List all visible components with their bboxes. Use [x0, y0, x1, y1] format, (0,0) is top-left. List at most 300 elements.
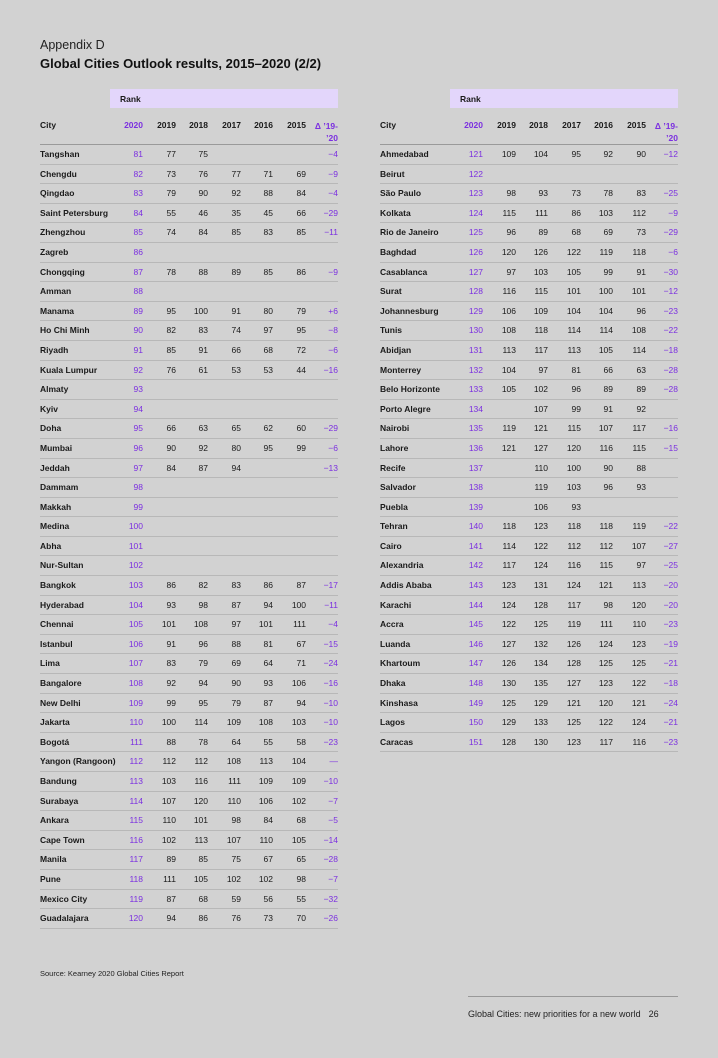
city-name: Guadalajara [40, 913, 89, 924]
rank-2017: 125 [566, 717, 581, 728]
rank-2016: 125 [598, 658, 613, 669]
rank-2019: 96 [506, 227, 516, 238]
rank-2016: 105 [598, 344, 613, 355]
table-row [380, 635, 678, 655]
page-title: Global Cities Outlook results, 2015–2020 (2/2) [40, 56, 322, 71]
rank-2015: 89 [636, 384, 646, 395]
rank-delta: −22 [663, 325, 678, 336]
rank-2016: 94 [263, 599, 273, 610]
rank-2015: 106 [291, 678, 306, 689]
table-row [380, 674, 678, 694]
table-row [40, 909, 338, 929]
rank-2017: 119 [567, 619, 581, 630]
rank-2019: 85 [166, 344, 176, 355]
rank-2020: 93 [133, 384, 143, 395]
col-2018: 2018 [529, 120, 548, 130]
rank-2019: 91 [166, 638, 176, 649]
rank-2020: 131 [468, 344, 483, 355]
city-name: Mexico City [40, 893, 88, 904]
rank-delta: −15 [323, 638, 338, 649]
results-table-left [40, 89, 338, 929]
table-row [40, 380, 338, 400]
rank-2017: 110 [227, 795, 241, 806]
rank-2015: 84 [296, 188, 306, 199]
rank-delta: −29 [663, 227, 678, 238]
rank-2017: 86 [571, 207, 581, 218]
city-name: Caracas [380, 736, 414, 747]
rank-2020: 89 [133, 305, 143, 316]
table-row [40, 165, 338, 185]
city-name: Dhaka [380, 678, 406, 689]
rank-2018: 121 [533, 423, 548, 434]
table-row [40, 223, 338, 243]
rank-2015: 121 [631, 697, 646, 708]
rank-2016: 97 [263, 325, 273, 336]
rank-2020: 118 [129, 873, 143, 884]
table-row [380, 400, 678, 420]
city-name: Nairobi [380, 423, 410, 434]
rank-2016: 98 [603, 599, 613, 610]
rank-2019: 122 [501, 619, 516, 630]
rank-2017: 99 [571, 403, 581, 414]
rank-2019: 74 [166, 227, 176, 238]
table-row [40, 459, 338, 479]
rank-delta: −11 [324, 599, 338, 610]
rank-delta: −4 [328, 188, 338, 199]
rank-2016: 71 [263, 168, 273, 179]
table-row [380, 478, 678, 498]
rank-2017: 75 [231, 854, 241, 865]
rank-2015: 120 [631, 599, 646, 610]
rank-2016: 109 [258, 776, 273, 786]
rank-2015: 63 [636, 364, 646, 375]
city-name: Baghdad [380, 246, 417, 257]
rank-2016: 55 [263, 736, 273, 747]
table-row [40, 204, 338, 224]
rank-2020: 151 [468, 736, 483, 747]
city-name: Cape Town [40, 834, 85, 845]
rank-2020: 83 [133, 188, 143, 199]
city-name: Kolkata [380, 207, 411, 218]
page-footer [468, 1009, 659, 1019]
rank-2017: 122 [566, 246, 581, 257]
rank-2020: 148 [468, 678, 483, 689]
table-row [380, 439, 678, 459]
rank-delta: −23 [663, 305, 678, 316]
table-row [40, 263, 338, 283]
rank-2019: 128 [501, 736, 516, 747]
rank-delta: −5 [328, 815, 338, 826]
rank-header-band [40, 89, 338, 108]
rank-2015: 73 [636, 227, 646, 238]
rank-2015: 124 [631, 717, 646, 728]
rank-2015: 96 [636, 305, 646, 316]
rank-2019: 109 [501, 149, 516, 159]
rank-2017: 88 [231, 638, 241, 649]
table-row [40, 752, 338, 772]
rank-2016: 78 [603, 188, 613, 199]
rank-2020: 117 [129, 854, 143, 865]
col-2019: 2019 [157, 120, 176, 130]
table-row [380, 361, 678, 381]
rank-delta: — [329, 756, 338, 767]
rank-2018: 78 [198, 736, 208, 747]
rank-2016: 69 [603, 227, 613, 238]
rank-2016: 68 [263, 344, 273, 355]
table-row [380, 517, 678, 537]
table-row [40, 302, 338, 322]
rank-2019: 77 [166, 149, 176, 159]
rank-2016: 45 [263, 207, 273, 218]
rank-2015: 70 [296, 913, 306, 924]
rank-2016: 114 [599, 325, 613, 336]
table-row [40, 850, 338, 870]
table-row [40, 243, 338, 263]
rank-2017: 80 [231, 442, 241, 453]
rank-2015: 93 [636, 482, 646, 493]
table-row [40, 341, 338, 361]
rank-2020: 114 [129, 795, 143, 806]
table-row [380, 576, 678, 596]
rank-2015: 113 [632, 580, 646, 591]
rank-2018: 101 [193, 815, 208, 826]
rank-2019: 108 [501, 325, 516, 336]
rank-2016: 93 [263, 678, 273, 689]
rank-2017: 120 [566, 442, 581, 453]
rank-2020: 122 [468, 168, 483, 179]
city-name: Dammam [40, 482, 79, 493]
city-name: Manama [40, 305, 75, 316]
rank-2016: 80 [263, 305, 273, 316]
rank-2018: 103 [533, 266, 548, 277]
rank-2015: 111 [293, 619, 306, 630]
city-name: Salvador [380, 482, 416, 493]
rank-delta: −12 [663, 286, 678, 297]
rank-delta: −11 [324, 227, 338, 238]
city-name: Manila [40, 854, 67, 865]
rank-2020: 81 [133, 149, 143, 159]
rank-2020: 109 [128, 697, 143, 708]
table-row [40, 419, 338, 439]
rank-delta: −17 [323, 580, 338, 591]
rank-2016: 113 [259, 756, 273, 767]
table-row [40, 674, 338, 694]
rank-2018: 129 [533, 697, 548, 708]
rank-2020: 143 [468, 580, 483, 591]
rank-2015: 66 [296, 207, 306, 218]
city-name: Khartoum [380, 658, 421, 669]
rank-2015: 123 [631, 638, 646, 649]
rank-2017: 117 [567, 599, 581, 610]
rank-delta: −6 [328, 344, 338, 355]
city-name: Lagos [380, 717, 406, 728]
col-delta: Δ ’19- ’20 [654, 121, 678, 143]
rank-2020: 136 [468, 442, 483, 453]
rank-2016: 95 [263, 442, 273, 453]
rank-2017: 79 [231, 697, 241, 708]
rank-2015: 65 [296, 854, 306, 865]
rank-2019: 89 [166, 854, 176, 865]
rank-2015: 125 [631, 658, 646, 669]
rank-delta: −15 [663, 442, 678, 453]
rank-2018: 90 [198, 188, 208, 199]
rank-delta: −23 [323, 736, 338, 747]
rank-delta: −10 [323, 717, 338, 728]
rank-2020: 149 [468, 697, 483, 708]
rank-2015: 117 [632, 423, 646, 434]
city-name: Doha [40, 423, 62, 434]
rank-2015: 97 [636, 560, 646, 571]
city-name: Surat [380, 286, 402, 297]
col-2015: 2015 [627, 120, 646, 130]
rank-delta: −23 [663, 736, 678, 747]
city-name: Bandung [40, 776, 77, 786]
city-name: Pune [40, 873, 61, 884]
rank-2017: 108 [226, 756, 241, 767]
rank-delta: −21 [663, 717, 678, 728]
rank-2019: 106 [501, 305, 516, 316]
city-name: Jakarta [40, 717, 70, 728]
rank-2017: 66 [231, 344, 241, 355]
rank-2016: 124 [598, 638, 613, 649]
rank-2020: 128 [468, 286, 483, 297]
rank-2016: 96 [603, 482, 613, 493]
rank-2020: 100 [128, 521, 143, 532]
rank-delta: −9 [328, 266, 338, 277]
rank-delta: −18 [663, 678, 678, 689]
rank-2016: 115 [599, 560, 613, 571]
city-name: Cairo [380, 540, 402, 551]
city-name: Almaty [40, 384, 69, 395]
city-name: Mumbai [40, 442, 73, 453]
city-name: Kinshasa [380, 697, 418, 708]
rank-2020: 141 [468, 540, 483, 551]
rank-delta: −12 [663, 149, 678, 159]
rank-2018: 123 [533, 521, 548, 532]
rank-label: Rank [120, 94, 141, 104]
rank-2017: 95 [571, 149, 581, 159]
rank-2019: 110 [162, 815, 176, 826]
rank-2018: 61 [198, 364, 208, 375]
city-name: Ho Chi Minh [40, 325, 90, 336]
rank-2017: 77 [231, 168, 241, 179]
rank-2018: 97 [538, 364, 548, 375]
city-name: Alexandria [380, 560, 424, 571]
city-name: Kuala Lumpur [40, 364, 98, 375]
rank-2019: 86 [166, 580, 176, 591]
city-name: Puebla [380, 501, 408, 512]
rank-2018: 91 [198, 344, 208, 355]
rank-2016: 106 [258, 795, 273, 806]
rank-2015: 55 [296, 893, 306, 904]
city-name: Porto Alegre [380, 403, 431, 414]
rank-2019: 116 [502, 286, 516, 297]
rank-2016: 89 [603, 384, 613, 395]
city-name: New Delhi [40, 697, 81, 708]
table-row [380, 282, 678, 302]
rank-2017: 90 [231, 678, 241, 689]
rank-2015: 44 [296, 364, 306, 375]
rank-2020: 101 [128, 540, 143, 551]
rank-2015: 83 [636, 188, 646, 199]
rank-2016: 119 [599, 246, 613, 257]
rank-2016: 108 [258, 717, 273, 728]
city-name: Zhengzhou [40, 227, 86, 238]
city-name: Zagreb [40, 246, 69, 257]
rank-delta: +6 [328, 305, 338, 316]
rank-2017: 59 [231, 893, 241, 904]
rank-2020: 99 [133, 501, 143, 512]
rank-2020: 88 [133, 286, 143, 297]
city-name: Chongqing [40, 266, 85, 277]
rank-2020: 119 [129, 893, 143, 904]
rank-2017: 103 [566, 482, 581, 493]
col-city: City [40, 120, 57, 130]
rank-2019: 129 [501, 717, 516, 728]
table-row [40, 517, 338, 537]
rank-2017: 65 [231, 423, 241, 434]
table-row [40, 831, 338, 851]
col-2020: 2020 [464, 120, 483, 130]
rank-2016: 66 [603, 364, 613, 375]
rank-2018: 125 [533, 619, 548, 630]
table-row [40, 576, 338, 596]
rank-2017: 109 [226, 717, 241, 728]
rank-2019: 120 [501, 246, 516, 257]
footer-divider [468, 996, 678, 997]
city-name: Medina [40, 521, 70, 532]
table-row [40, 890, 338, 910]
rank-2017: 112 [567, 540, 581, 551]
rank-2017: 98 [231, 815, 241, 826]
city-name: Yangon (Rangoon) [40, 756, 116, 767]
rank-2018: 102 [533, 384, 548, 395]
rank-2016: 118 [599, 521, 613, 532]
rank-2015: 90 [636, 149, 646, 159]
rank-2020: 120 [128, 913, 143, 924]
rank-2016: 123 [598, 678, 613, 689]
rank-2016: 92 [603, 149, 613, 159]
rank-delta: −23 [663, 619, 678, 630]
rank-2020: 106 [128, 638, 143, 649]
city-name: Accra [380, 619, 404, 630]
rank-2017: 114 [567, 325, 581, 336]
rank-2016: 102 [258, 873, 273, 884]
rank-2016: 107 [598, 423, 613, 434]
rank-2018: 96 [198, 638, 208, 649]
rank-2015: 95 [296, 325, 306, 336]
city-name: Abidjan [380, 344, 412, 355]
rank-2017: 124 [566, 580, 581, 591]
rank-2020: 144 [468, 599, 483, 610]
table-row [380, 419, 678, 439]
table-row [40, 400, 338, 420]
rank-2016: 81 [263, 638, 273, 649]
rank-2019: 121 [501, 442, 516, 453]
rank-2015: 94 [296, 697, 306, 708]
rank-2017: 127 [566, 678, 581, 689]
rank-2019: 84 [166, 462, 176, 473]
rank-2020: 145 [468, 619, 483, 630]
rank-2019: 73 [166, 168, 176, 179]
rank-2020: 102 [128, 560, 143, 571]
rank-2018: 84 [198, 227, 208, 238]
rank-2016: 122 [598, 717, 613, 728]
city-name: Qingdao [40, 188, 75, 199]
rank-2020: 135 [468, 423, 483, 434]
rank-delta: −24 [323, 658, 338, 669]
rank-2020: 140 [468, 521, 483, 532]
rank-2016: 87 [263, 697, 273, 708]
rank-2016: 104 [598, 305, 613, 316]
rank-2018: 46 [198, 207, 208, 218]
rank-2018: 114 [194, 717, 208, 728]
rank-2020: 129 [468, 305, 483, 316]
rank-2018: 89 [538, 227, 548, 238]
rank-delta: −4 [328, 149, 338, 159]
rank-delta: −24 [663, 697, 678, 708]
city-name: Monterrey [380, 364, 422, 375]
rank-2018: 126 [533, 246, 548, 257]
rank-2020: 86 [133, 246, 143, 257]
rank-2019: 118 [502, 521, 516, 532]
rank-2019: 126 [501, 658, 516, 669]
rank-2018: 117 [534, 344, 548, 355]
rank-2018: 107 [533, 403, 548, 414]
rank-2018: 105 [193, 873, 208, 884]
rank-2020: 150 [468, 717, 483, 728]
rank-2019: 55 [166, 207, 176, 218]
rank-2020: 94 [133, 403, 143, 414]
rank-2018: 88 [198, 266, 208, 277]
rank-2015: 87 [296, 580, 306, 591]
rank-delta: −29 [323, 207, 338, 218]
table-row [380, 263, 678, 283]
table-row [380, 459, 678, 479]
rank-2018: 68 [198, 893, 208, 904]
rank-2015: 91 [636, 266, 646, 277]
table-row [380, 537, 678, 557]
rank-2017: 121 [566, 697, 581, 708]
table-row [380, 694, 678, 714]
table-row [40, 498, 338, 518]
city-name: Ankara [40, 815, 69, 826]
rank-2020: 82 [133, 168, 143, 179]
table-row [40, 556, 338, 576]
rank-2018: 112 [194, 756, 208, 767]
rank-2018: 133 [533, 717, 548, 728]
rank-2020: 90 [133, 325, 143, 336]
rank-2018: 83 [198, 325, 208, 336]
rank-2019: 123 [501, 580, 516, 591]
rank-2020: 142 [468, 560, 483, 571]
rank-delta: −26 [323, 913, 338, 924]
rank-2016: 117 [599, 736, 613, 747]
table-row [380, 556, 678, 576]
rank-2015: 100 [291, 599, 306, 610]
rank-header-band [380, 89, 678, 108]
rank-2015: 104 [291, 756, 306, 767]
rank-2019: 87 [166, 893, 176, 904]
rank-2018: 110 [534, 462, 548, 473]
rank-2017: 68 [571, 227, 581, 238]
rank-2020: 96 [133, 442, 143, 453]
rank-2015: 103 [291, 717, 306, 728]
city-name: Beirut [380, 168, 405, 179]
rank-2017: 96 [571, 384, 581, 395]
rank-2015: 119 [632, 521, 646, 532]
rank-delta: −10 [323, 776, 338, 786]
